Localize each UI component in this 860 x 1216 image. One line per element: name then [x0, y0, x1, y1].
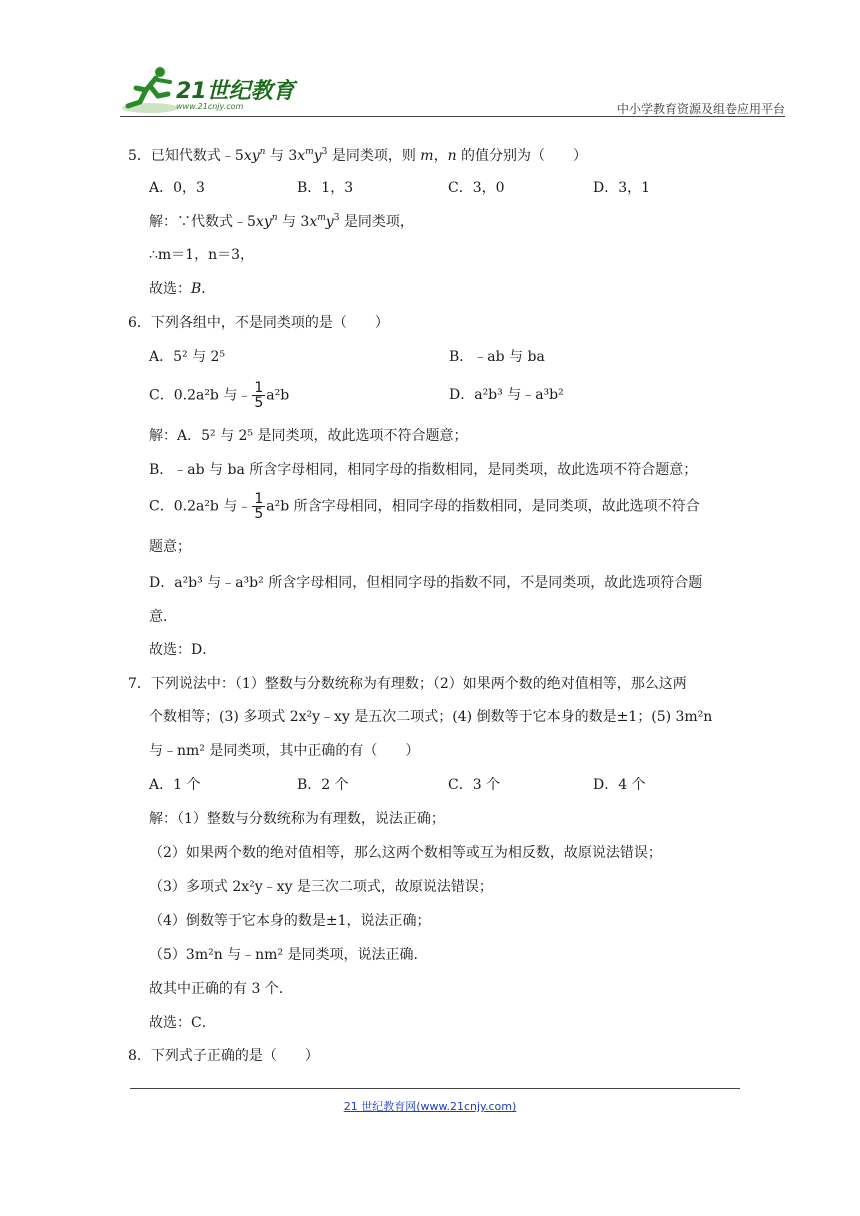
page-header: [120, 60, 785, 116]
q6-option-b: B．﹣ab 与 ba: [449, 349, 545, 365]
footer-site-link[interactable]: 21 世纪教育网(www.21cnjy.com): [343, 1100, 517, 1113]
q5-option-d: D．3，1: [593, 180, 651, 196]
q6-option-a: A．5² 与 2⁵: [149, 349, 226, 365]
q7-stem-line2: 个数相等；(3) 多项式 2x²y﹣xy 是五次二项式；(4) 倒数等于它本身的数是±1；(5) 3m²n: [149, 709, 713, 725]
q6-solution-c: C．0.2a²b 与﹣ $\frac{1}{5}$ a²b 所含字母相同，相同字母的指数相同，是同类项，故此选项不符合: [149, 491, 700, 522]
q7-option-a: A．1 个: [149, 777, 201, 793]
page-footer: [0, 1098, 860, 1114]
q5-answer: 故选：B．: [149, 281, 216, 297]
q6-solution-d-cont: 意．: [149, 609, 177, 625]
runner-logo-icon: [120, 64, 180, 116]
site-logo: [120, 60, 310, 116]
header-divider: [120, 116, 785, 117]
q7-option-b: B．2 个: [297, 777, 349, 793]
q5-option-c: C．3，0: [448, 180, 505, 196]
q7-solution-2: （2）如果两个数的绝对值相等，那么这两个数相等或互为相反数，故原说法错误；: [149, 845, 662, 861]
q5-option-b: B．1，3: [297, 180, 354, 196]
q7-stem-line1: 7．下列说法中：（1）整数与分数统称为有理数；（2）如果两个数的绝对值相等，那么这两: [128, 676, 687, 692]
footer-divider: [130, 1088, 740, 1089]
q7-solution-6: 故其中正确的有 3 个．: [149, 981, 293, 997]
fraction-one-fifth: $\frac{1}{5}$: [254, 380, 264, 411]
platform-name: 中小学教育资源及组卷应用平台: [616, 102, 785, 116]
q6-option-c: C．0.2a²b 与﹣ $\frac{1}{5}$ a²b: [149, 380, 290, 411]
q5-option-a: A．0，3: [149, 180, 205, 196]
q5-stem: 5．已知代数式$﹣5xy^n$ 与 $3x^my^3$ 是同类项，则 m，n 的值分别为（ ）: [128, 147, 588, 164]
q7-stem-line3: 与﹣nm² 是同类项，其中正确的有（ ）: [149, 743, 420, 759]
q6-solution-c-cont: 题意；: [149, 539, 191, 555]
q7-option-d: D．4 个: [593, 777, 646, 793]
q5-solution-line2: ∴m＝1，n＝3，: [149, 247, 255, 263]
q8-stem: 8．下列式子正确的是（ ）: [128, 1048, 319, 1064]
q7-solution-3: （3）多项式 2x²y﹣xy 是三次二项式，故原说法错误；: [149, 879, 493, 895]
q7-solution-5: （5）3m²n 与﹣nm² 是同类项，说法正确．: [149, 947, 428, 963]
q6-solution-b: B．﹣ab 与 ba 所含字母相同，相同字母的指数相同，是同类项，故此选项不符合题意；: [149, 462, 698, 478]
q6-answer: 故选：D．: [149, 642, 217, 658]
q7-answer: 故选：C．: [149, 1015, 216, 1031]
logo-text: 21世纪教育: [176, 79, 295, 104]
q7-option-c: C．3 个: [448, 777, 501, 793]
logo-url: www.21cnjy.com: [176, 102, 244, 111]
q6-solution-d: D．a²b³ 与﹣a³b² 所含字母相同，但相同字母的指数不同，不是同类项，故此选项符合题: [149, 575, 703, 591]
q6-stem: 6．下列各组中，不是同类项的是（ ）: [128, 315, 389, 331]
q6-solution-a: 解：A．5² 与 2⁵ 是同类项，故此选项不符合题意；: [149, 428, 468, 444]
q7-solution-1: 解：（1）整数与分数统称为有理数，说法正确；: [149, 811, 445, 827]
fraction-one-fifth-solution: $\frac{1}{5}$: [254, 491, 264, 522]
q6-option-d: D．a²b³ 与﹣a³b²: [449, 387, 564, 403]
q7-solution-4: （4）倒数等于它本身的数是±1，说法正确；: [149, 913, 431, 929]
q5-solution-line1: 解：∵代数式$﹣5xy^n$ 与 $3x^my^3$ 是同类项，: [149, 213, 414, 230]
